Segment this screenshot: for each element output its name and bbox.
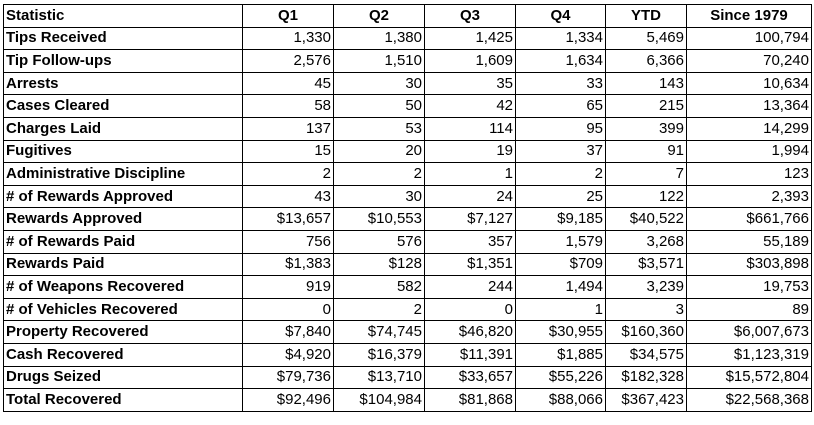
row-label: Rewards Paid [4, 253, 243, 276]
cell-q3: 1 [425, 163, 516, 186]
cell-ytd: 3 [606, 298, 687, 321]
cell-q1: $79,736 [243, 366, 334, 389]
row-label: # of Rewards Paid [4, 230, 243, 253]
cell-q2: $128 [334, 253, 425, 276]
cell-q1: 2 [243, 163, 334, 186]
cell-q1: 2,576 [243, 50, 334, 73]
cell-q4: $30,955 [516, 321, 606, 344]
cell-ytd: $182,328 [606, 366, 687, 389]
cell-q1: $1,383 [243, 253, 334, 276]
cell-since-1979: $661,766 [687, 208, 812, 231]
cell-q3: $33,657 [425, 366, 516, 389]
row-label: # of Vehicles Recovered [4, 298, 243, 321]
cell-since-1979: 10,634 [687, 72, 812, 95]
cell-ytd: $367,423 [606, 389, 687, 412]
cell-q1: 756 [243, 230, 334, 253]
table-row [4, 27, 812, 50]
header-q3: Q3 [425, 5, 516, 28]
header-since-1979: Since 1979 [687, 5, 812, 28]
header-q2: Q2 [334, 5, 425, 28]
header-row [4, 5, 812, 28]
cell-q4: 1,634 [516, 50, 606, 73]
cell-q3: 42 [425, 95, 516, 118]
cell-q2: 53 [334, 117, 425, 140]
row-label: Rewards Approved [4, 208, 243, 231]
cell-q1: 919 [243, 276, 334, 299]
cell-q1: 15 [243, 140, 334, 163]
table-row [4, 208, 812, 231]
cell-ytd: 5,469 [606, 27, 687, 50]
cell-ytd: 3,268 [606, 230, 687, 253]
cell-q4: 65 [516, 95, 606, 118]
cell-q4: $1,885 [516, 343, 606, 366]
cell-q2: 50 [334, 95, 425, 118]
row-label: Tips Received [4, 27, 243, 50]
cell-q1: 0 [243, 298, 334, 321]
row-label: Drugs Seized [4, 366, 243, 389]
cell-q3: 35 [425, 72, 516, 95]
cell-q4: 2 [516, 163, 606, 186]
cell-q2: 2 [334, 163, 425, 186]
cell-since-1979: $303,898 [687, 253, 812, 276]
cell-ytd: $40,522 [606, 208, 687, 231]
cell-since-1979: $15,572,804 [687, 366, 812, 389]
cell-since-1979: 14,299 [687, 117, 812, 140]
cell-q2: 30 [334, 72, 425, 95]
cell-q2: 20 [334, 140, 425, 163]
cell-ytd: $3,571 [606, 253, 687, 276]
table-row [4, 95, 812, 118]
table-row [4, 185, 812, 208]
row-label: Administrative Discipline [4, 163, 243, 186]
cell-q4: $55,226 [516, 366, 606, 389]
cell-q4: 1,334 [516, 27, 606, 50]
cell-q1: $13,657 [243, 208, 334, 231]
cell-ytd: 3,239 [606, 276, 687, 299]
cell-q3: 1,425 [425, 27, 516, 50]
table-row [4, 230, 812, 253]
cell-q4: $709 [516, 253, 606, 276]
cell-since-1979: 19,753 [687, 276, 812, 299]
table-row [4, 389, 812, 412]
cell-q3: 114 [425, 117, 516, 140]
table-row [4, 298, 812, 321]
cell-q4: $9,185 [516, 208, 606, 231]
row-label: Property Recovered [4, 321, 243, 344]
row-label: Charges Laid [4, 117, 243, 140]
cell-q1: $4,920 [243, 343, 334, 366]
table-row [4, 321, 812, 344]
cell-q2: $16,379 [334, 343, 425, 366]
table-row [4, 343, 812, 366]
cell-ytd: $160,360 [606, 321, 687, 344]
table-row [4, 276, 812, 299]
cell-since-1979: 100,794 [687, 27, 812, 50]
cell-q3: 19 [425, 140, 516, 163]
cell-since-1979: $6,007,673 [687, 321, 812, 344]
cell-ytd: 7 [606, 163, 687, 186]
row-label: Total Recovered [4, 389, 243, 412]
cell-since-1979: 123 [687, 163, 812, 186]
cell-q3: 357 [425, 230, 516, 253]
table-row [4, 117, 812, 140]
cell-q4: 25 [516, 185, 606, 208]
cell-q4: 1,579 [516, 230, 606, 253]
row-label: Tip Follow-ups [4, 50, 243, 73]
cell-q2: 1,380 [334, 27, 425, 50]
cell-q1: $7,840 [243, 321, 334, 344]
cell-q4: 33 [516, 72, 606, 95]
table-row [4, 140, 812, 163]
table-row [4, 366, 812, 389]
cell-q3: $11,391 [425, 343, 516, 366]
cell-since-1979: $1,123,319 [687, 343, 812, 366]
header-q1: Q1 [243, 5, 334, 28]
header-q4: Q4 [516, 5, 606, 28]
cell-since-1979: 2,393 [687, 185, 812, 208]
cell-q3: 24 [425, 185, 516, 208]
cell-q2: $10,553 [334, 208, 425, 231]
cell-q2: $13,710 [334, 366, 425, 389]
cell-q4: 37 [516, 140, 606, 163]
cell-q1: 43 [243, 185, 334, 208]
cell-q2: $74,745 [334, 321, 425, 344]
cell-ytd: 215 [606, 95, 687, 118]
cell-q4: 1,494 [516, 276, 606, 299]
row-label: Arrests [4, 72, 243, 95]
cell-q2: 1,510 [334, 50, 425, 73]
cell-q3: $7,127 [425, 208, 516, 231]
table-row [4, 163, 812, 186]
cell-q1: 45 [243, 72, 334, 95]
statistics-table [3, 4, 812, 412]
cell-q3: 0 [425, 298, 516, 321]
cell-ytd: 6,366 [606, 50, 687, 73]
header-ytd: YTD [606, 5, 687, 28]
row-label: # of Weapons Recovered [4, 276, 243, 299]
cell-q2: 582 [334, 276, 425, 299]
cell-q4: 95 [516, 117, 606, 140]
cell-q3: 1,609 [425, 50, 516, 73]
cell-since-1979: $22,568,368 [687, 389, 812, 412]
cell-since-1979: 89 [687, 298, 812, 321]
table-row [4, 72, 812, 95]
cell-q1: 1,330 [243, 27, 334, 50]
cell-q3: $1,351 [425, 253, 516, 276]
cell-since-1979: 1,994 [687, 140, 812, 163]
cell-q4: 1 [516, 298, 606, 321]
row-label: Cases Cleared [4, 95, 243, 118]
cell-q4: $88,066 [516, 389, 606, 412]
cell-q1: 58 [243, 95, 334, 118]
cell-q2: 2 [334, 298, 425, 321]
cell-q2: $104,984 [334, 389, 425, 412]
cell-ytd: 122 [606, 185, 687, 208]
cell-q2: 576 [334, 230, 425, 253]
row-label: Cash Recovered [4, 343, 243, 366]
cell-ytd: 399 [606, 117, 687, 140]
cell-since-1979: 55,189 [687, 230, 812, 253]
table-row [4, 253, 812, 276]
cell-q3: $81,868 [425, 389, 516, 412]
cell-since-1979: 70,240 [687, 50, 812, 73]
cell-since-1979: 13,364 [687, 95, 812, 118]
table-row [4, 50, 812, 73]
cell-q1: $92,496 [243, 389, 334, 412]
row-label: # of Rewards Approved [4, 185, 243, 208]
cell-q2: 30 [334, 185, 425, 208]
cell-ytd: 143 [606, 72, 687, 95]
cell-ytd: $34,575 [606, 343, 687, 366]
header-statistic: Statistic [4, 5, 243, 28]
cell-ytd: 91 [606, 140, 687, 163]
row-label: Fugitives [4, 140, 243, 163]
cell-q3: 244 [425, 276, 516, 299]
cell-q3: $46,820 [425, 321, 516, 344]
cell-q1: 137 [243, 117, 334, 140]
